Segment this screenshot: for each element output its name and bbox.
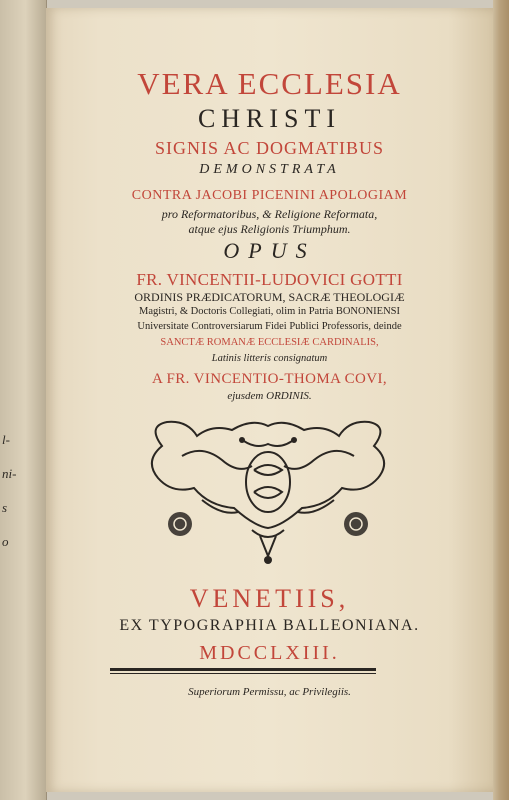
translator-name: A FR. VINCENTIO-THOMA COVI, xyxy=(151,371,388,387)
imprint-year: MDCCLXIII. xyxy=(199,642,340,664)
left-page-fragment: o xyxy=(2,534,9,549)
imprint-printer: EX TYPOGRAPHIA BALLEONIANA. xyxy=(119,617,420,634)
double-headed-eagle-crest-icon xyxy=(142,416,394,566)
imprint-place: VENETIIS, xyxy=(189,584,350,613)
subtitle-line: CONTRA JACOBI PICENINI APOLOGIAM xyxy=(131,188,408,203)
divider-rule xyxy=(110,673,376,674)
left-page-fragment: l- xyxy=(2,432,10,447)
left-page-fragment: s xyxy=(2,500,8,515)
author-title-line: ORDINIS PRÆDICATORUM, SACRÆ THEOLOGIÆ xyxy=(134,290,405,304)
author-title-line: SANCTÆ ROMANÆ ECCLESIÆ CARDINALIS, xyxy=(160,337,379,348)
translator-order: ejusdem ORDINIS. xyxy=(227,390,312,402)
title-line-1: VERA ECCLESIA xyxy=(137,66,402,101)
author-title-line: Universitate Controversiarum Fidei Publici Professoris, deinde xyxy=(137,321,402,332)
left-page xyxy=(0,0,47,800)
title-line-2: CHRISTI xyxy=(197,104,342,133)
author-name: FR. VINCENTII-LUDOVICI GOTTI xyxy=(136,270,403,289)
subtitle-line: atque ejus Religionis Triumphum. xyxy=(188,222,351,236)
opus-heading: OPUS xyxy=(223,238,316,263)
translator-note: Latinis litteris consignatum xyxy=(211,353,328,364)
divider-rule xyxy=(110,668,376,671)
author-title-line: Magistri, & Doctoris Collegiati, olim in Patria BONONIENSI xyxy=(138,306,401,317)
privilege-note: Superiorum Permissu, ac Privilegiis. xyxy=(188,686,351,698)
title-page xyxy=(46,8,493,792)
left-page-fragment: ni- xyxy=(2,466,17,481)
subtitle-line: DEMONSTRATA xyxy=(199,162,340,177)
page-edges xyxy=(493,0,509,800)
subtitle-line: pro Reformatoribus, & Religione Reformata, xyxy=(161,207,378,221)
subtitle-line: SIGNIS AC DOGMATIBUS xyxy=(154,138,385,158)
